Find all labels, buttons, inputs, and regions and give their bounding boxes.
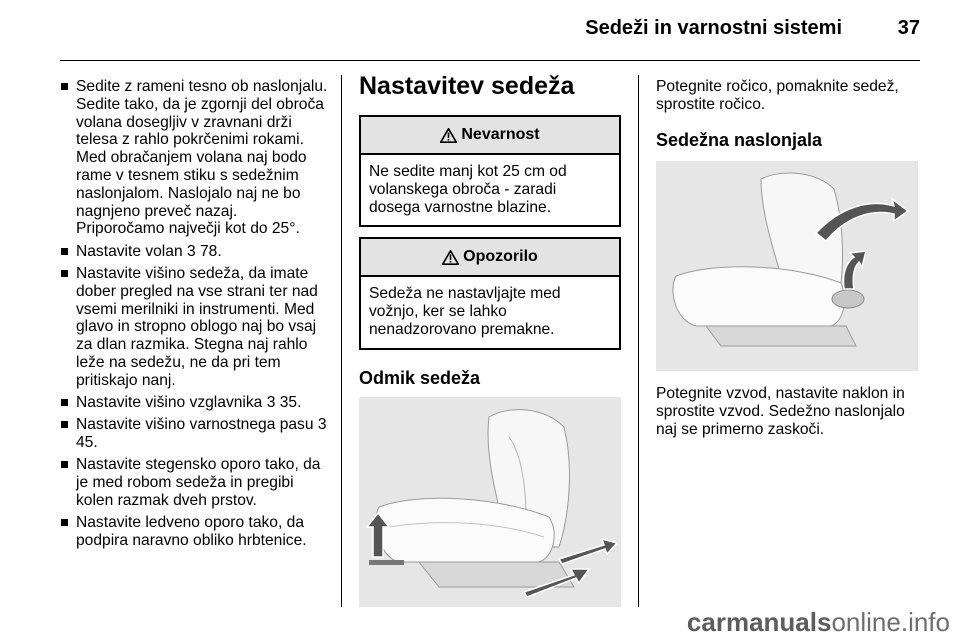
column-2 [359,72,621,607]
page-ref-icon: 3 [186,242,196,260]
page-header-title: Sedeži in varnostni sistemi [585,17,842,39]
page-ref-link[interactable]: 45. [76,434,98,452]
warning-box-header [361,239,619,277]
backrest-instruction: Potegnite vzvod, nastavite naklon in sprostite vzvod. Sedežno naslonjalo naj se primerno zaskoči. [656,385,905,438]
list-item: Nastavite višino varnostnega pasu 3 45. [60,416,328,452]
subsection-heading: Sedežna naslonjala [656,129,823,150]
list-item: Nastavite stegensko oporo tako, da je med robom sedeža in pregibi kolen razmak dveh prstov. [60,456,328,509]
seat-backrest-illustration [656,161,918,371]
danger-box [359,115,621,227]
list-item: Nastavite ledveno oporo tako, da podpira naravno obliko hrbtenice. [60,514,328,550]
list-item: Nastavite volan 3 78. [60,243,328,261]
warning-text: Sedeža ne nastavljajte med vožnjo, ker se lahko nenadzorovano premakne. [369,285,561,338]
danger-text: Ne sedite manj kot 25 cm od volanskega obroča - zaradi dosega varnostne blazine. [369,163,567,216]
warning-triangle-icon [440,128,457,143]
subsection-heading: Odmik sedeža [359,367,481,388]
section-heading: Nastavitev sedeža [359,72,575,100]
list-item: Sedite z rameni tesno ob naslonjalu. Sedite tako, da je zgornji del obroča volana dosegljiv v zravnani drži telesa z rahlo pokrčenimi rokami. Med obračanjem volana naj bodo rame v tesnem stiku s sedežnim naslonjalom. Naslojalo naj ne bo nagnjeno preveč nazaj. Priporočamo največji kot do 25°. [60,78,328,238]
page-ref-link[interactable]: 78. [199,242,222,260]
column-divider-1 [341,75,342,607]
page-ref-link[interactable]: 35. [279,394,302,412]
page-number: 37 [897,17,920,39]
column-3 [656,78,920,439]
page-ref-icon: 3 [317,416,327,434]
column-divider-2 [638,75,639,607]
seat-fore-aft-illustration [359,397,621,607]
warning-triangle-icon [442,250,459,265]
instruction-list [60,78,328,550]
danger-box-header [361,117,619,155]
page-ref-icon: 3 [266,394,276,412]
column-1 [60,78,328,554]
watermark: carmanualsonline.info [686,607,950,637]
header-divider [60,60,920,61]
warning-label: Opozorilo [463,248,538,266]
warning-box [359,237,621,349]
list-item: Nastavite višino vzglavnika 3 35. [60,394,328,412]
danger-label: Nevarnost [461,126,540,143]
list-item: Nastavite višino sedeža, da imate dober pregled na vse strani ter nad vsemi merilniki in instrumenti. Med glavo in stropno oblogo naj bo vsaj za dlan razmika. Stegna naj rahlo leže na sedežu, ne da pri tem pritiskajo nanj. [60,265,328,390]
fore-aft-instruction: Potegnite ročico, pomaknite sedež, sprostite ročico. [656,78,899,113]
